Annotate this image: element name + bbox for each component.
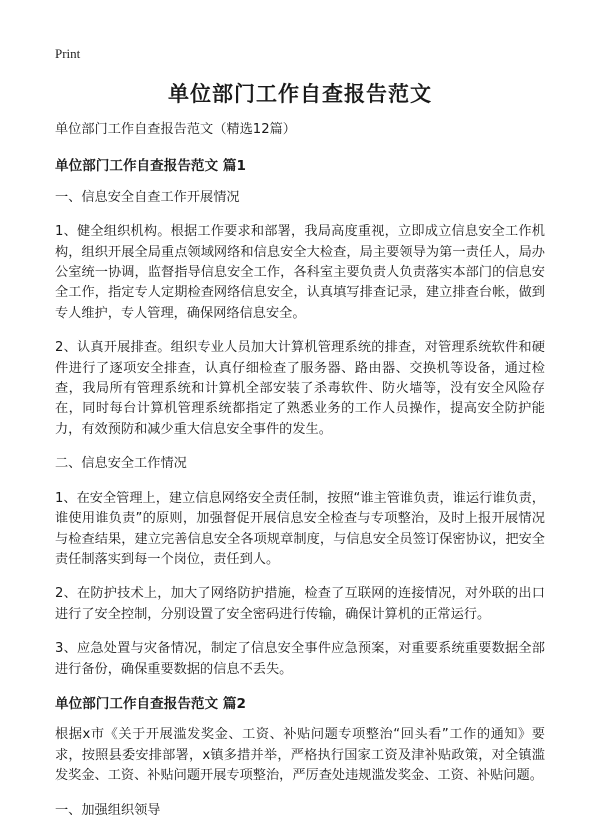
article-body [55,120,545,821]
part-heading: 一、信息安全自查工作开展情况 [55,189,240,205]
paragraph: 2、认真开展排查。组织专业人员加大计算机管理系统的排查，对管理系统软件和硬件进行了逐项安全排查，认真仔细检查了服务器、路由器、交换机等设备，通过检查，我局所有管理系统和计算机全部安装了杀毒软件、防火墙等，没有安全风险存在，同时每台计算机管理系统都指定了熟悉业务的工作人员操作，提高安全防护能力，有效预防和减少重大信息安全事件的发生。 [55,340,545,437]
paragraph: 1、健全组织机构。根据工作要求和部署，我局高度重视，立即成立信息安全工作机构，组织开展全局重点领域网络和信息安全大检查，局主要领导为第一责任人，局办公室统一协调，监督指导信息安全工作，各科室主要负责人负责落实本部门的信息安全工作，指定专人定期检查网络信息安全，认真填写排查记录，建立排查台帐，做到专人维护，专人管理，确保网络信息安全。 [55,224,545,321]
print-link[interactable]: Print [55,46,81,61]
part-heading: 二、信息安全工作情况 [55,456,187,472]
page-title: 单位部门工作自查报告范文 [168,82,432,106]
section-heading: 单位部门工作自查报告范文 篇2 [55,695,246,712]
paragraph: 3、应急处置与灾备情况，制定了信息安全事件应急预案，对重要系统重要数据全部进行备份，确保重要数据的信息不丢失。 [55,641,545,677]
paragraph: 2、在防护技术上，加大了网络防护措施，检查了互联网的连接情况，对外联的出口进行了安全控制，分别设置了安全密码进行传输，确保计算机的正常运行。 [55,586,545,622]
subtitle: 单位部门工作自查报告范文（精选12篇） [55,122,296,137]
part-heading: 一、加强组织领导 [55,802,161,818]
paragraph: 根据x市《关于开展滥发奖金、工资、补贴问题专项整治“回头看”工作的通知》要求，按照县委安排部署，x镇多措并举，严格执行国家工资及津补贴政策，对全镇滥发奖金、工资、补贴问题开展专项整治，严厉查处违规滥发奖金、工资、补贴问题。 [55,727,545,784]
section-heading: 单位部门工作自查报告范文 篇1 [55,158,246,175]
paragraph: 1、在安全管理上，建立信息网络安全责任制，按照“谁主管谁负责，谁运行谁负责，谁使用谁负责”的原则，加强督促开展信息安全检查与专项整治，及时上报开展情况与检查结果，建立完善信息安全各项规章制度，与信息安全员签订保密协议，把安全责任制落实到每一个岗位，责任到人。 [55,490,545,567]
